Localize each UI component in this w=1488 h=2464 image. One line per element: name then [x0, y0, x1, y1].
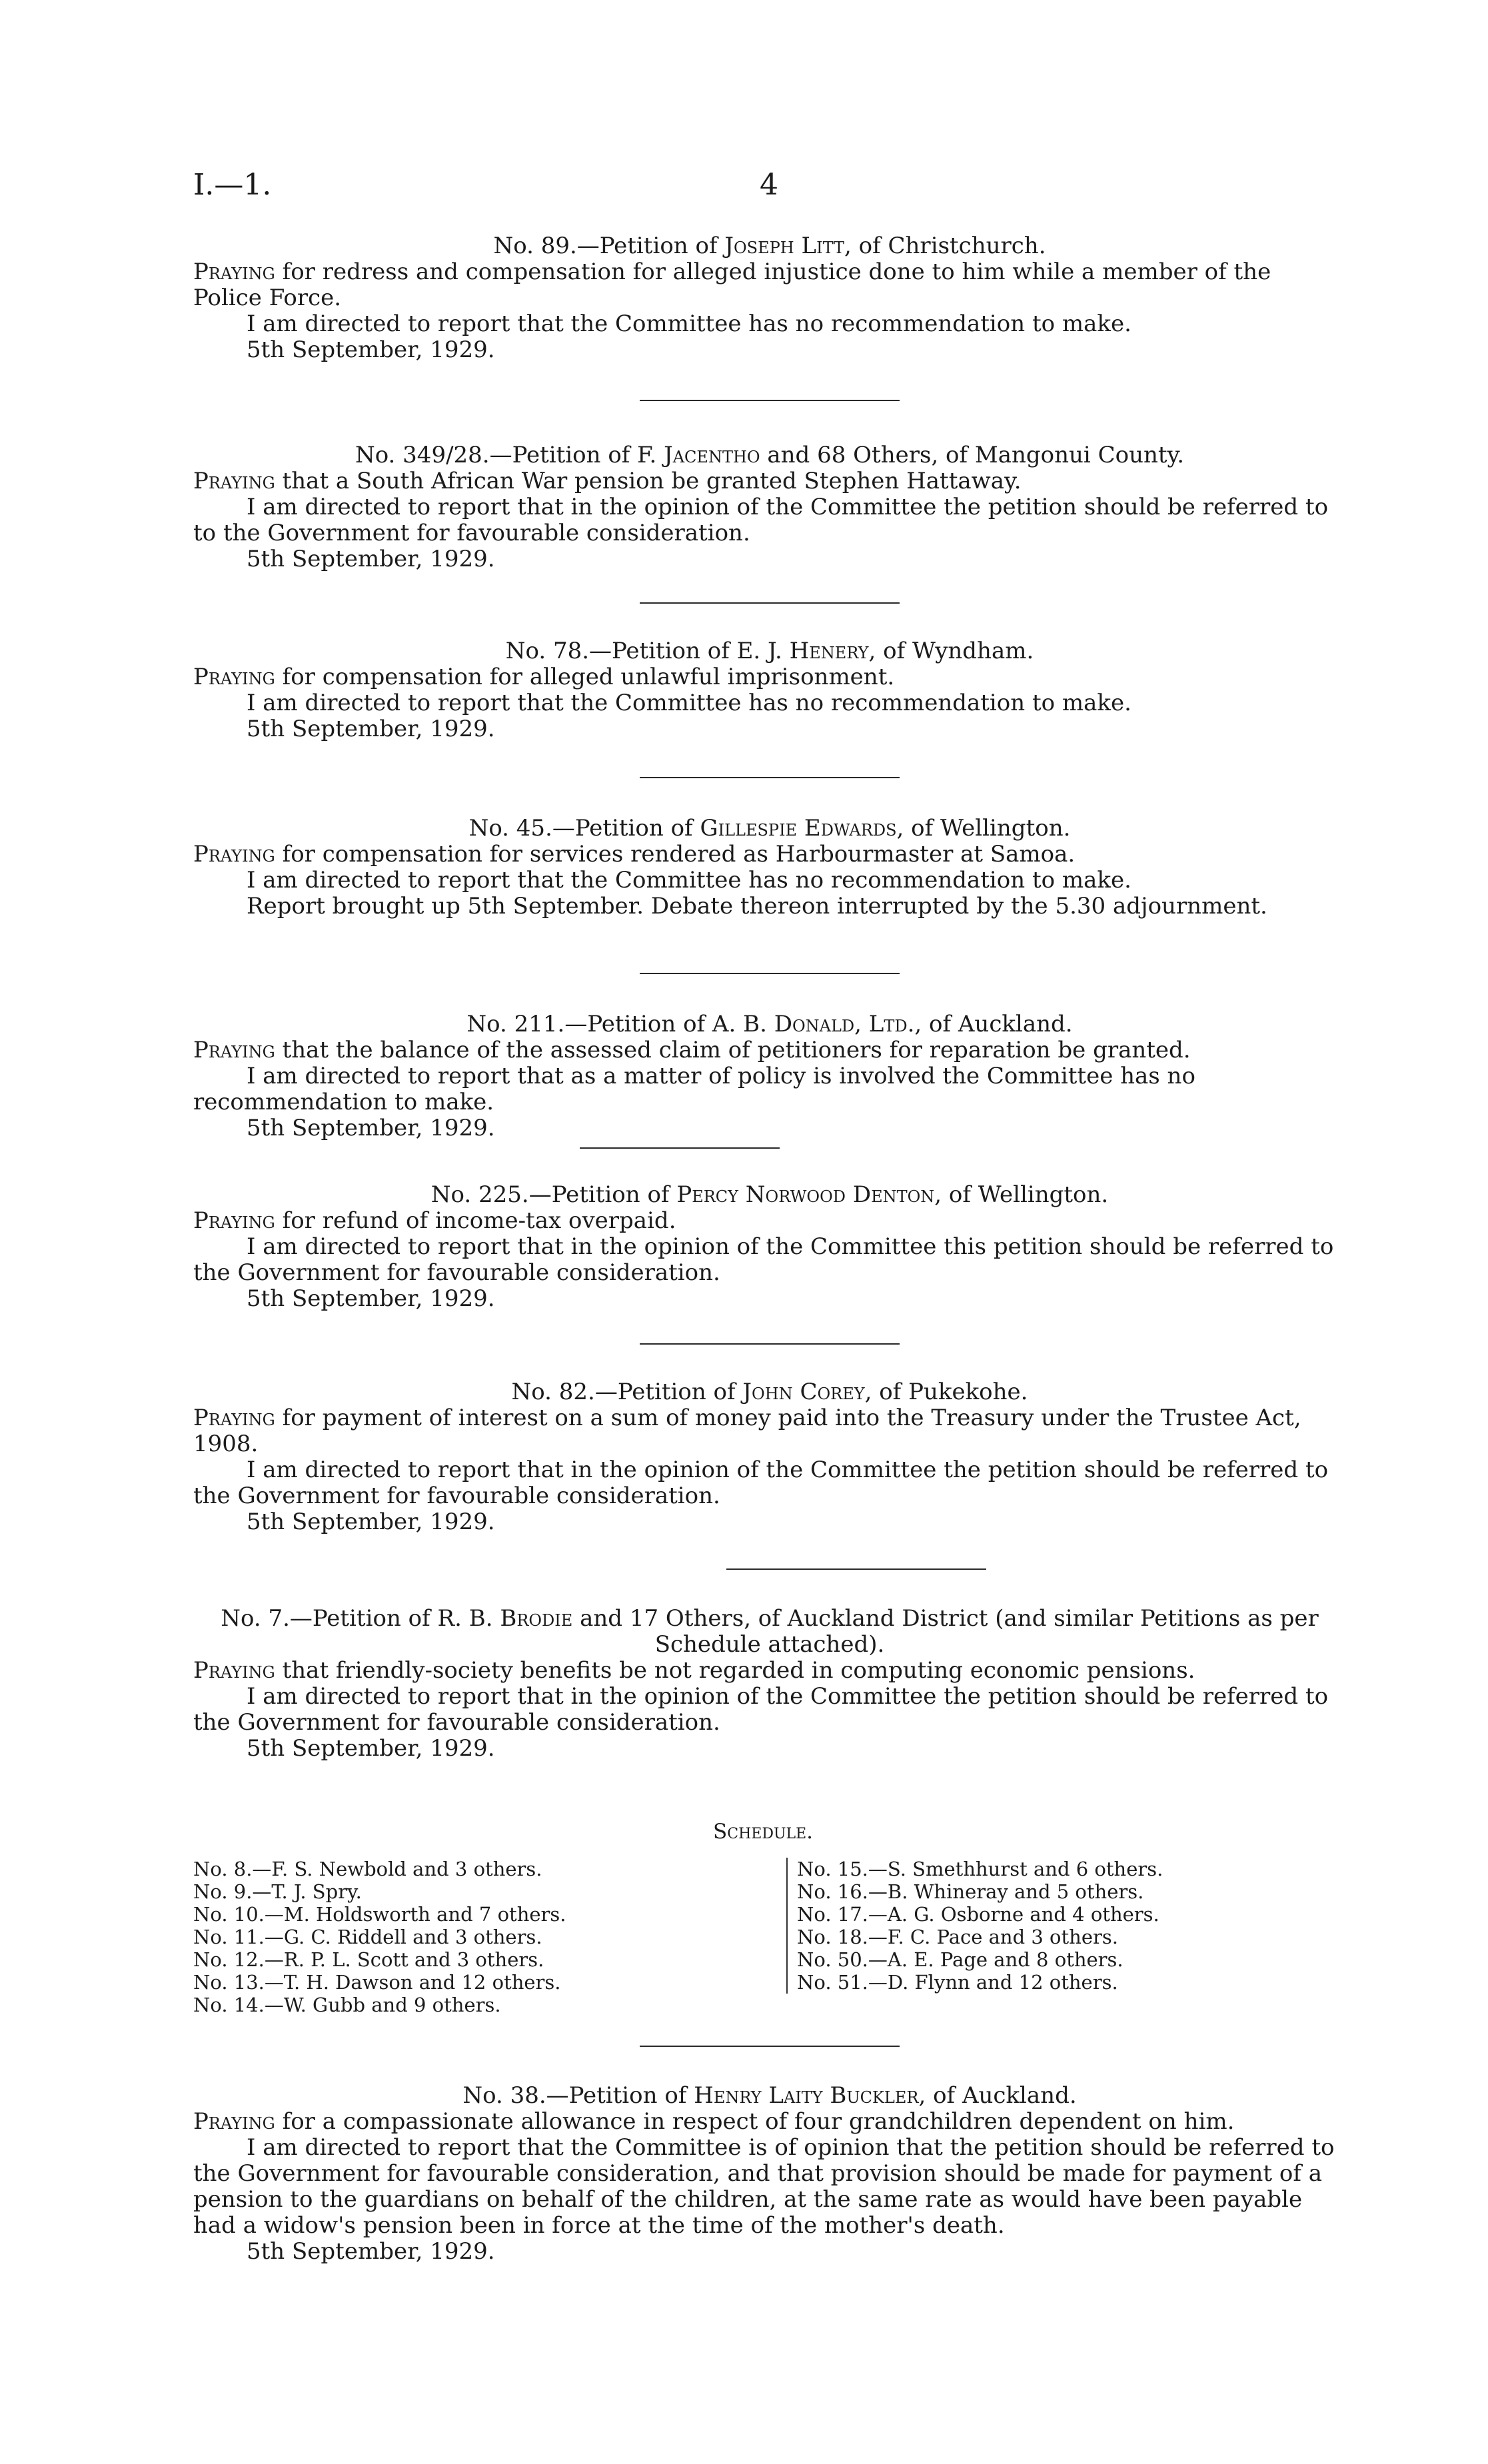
committee-report: I am directed to report that in the opinion of the Committee the petition should be referred to to the Government for favourable consideration. [193, 494, 1329, 546]
section-divider [726, 1568, 986, 1570]
praying-clause: Praying for compensation for services rendered as Harbourmaster at Samoa. [193, 841, 1076, 868]
petition-title: No. 349/28.—Petition of F. Jacentho and 68 Others, of Mangonui County. [355, 442, 1185, 468]
praying-clause: Praying that a South African War pension be granted Stephen Hattaway. [193, 468, 1022, 494]
committee-report: I am directed to report that in the opinion of the Committee the petition should be referred to the Government for favourable consideration. [193, 1457, 1329, 1509]
petitioner-name: Henery [789, 638, 869, 664]
section-divider [640, 777, 900, 778]
petition-title: No. 225.—Petition of Percy Norwood Denton, of Wellington. [430, 1181, 1109, 1208]
report-date: 5th September, 1929. [247, 2238, 495, 2265]
schedule-item: No. 13.—T. H. Dawson and 12 others. [193, 1971, 561, 1994]
schedule-item: No. 51.—D. Flynn and 12 others. [797, 1971, 1118, 1994]
praying-clause: Praying that friendly-society benefits be not regarded in computing economic pensions. [193, 1657, 1195, 1684]
section-divider [580, 1147, 780, 1149]
committee-report: I am directed to report that in the opinion of the Committee the petition should be referred to the Government for favourable consideration. [193, 1683, 1329, 1736]
report-date: Report brought up 5th September. Debate thereon interrupted by the 5.30 adjournment. [247, 893, 1267, 920]
report-date: 5th September, 1929. [247, 1509, 495, 1535]
page-number: 4 [760, 168, 778, 202]
schedule-column-right [786, 1858, 1163, 1994]
praying-clause: Praying for payment of interest on a sum of money paid into the Treasury under the Trustee Act, 1908. [193, 1405, 1301, 1457]
petition-title: No. 45.—Petition of Gillespie Edwards, of Wellington. [468, 815, 1071, 842]
committee-report: I am directed to report that the Committee has no recommendation to make. [247, 867, 1131, 894]
committee-report: I am directed to report that as a matter of policy is involved the Committee has no recommendation to make. [193, 1063, 1195, 1115]
schedule-item: No. 50.—A. E. Page and 8 others. [797, 1948, 1123, 1971]
petition-entry [193, 1379, 1346, 1535]
report-date: 5th September, 1929. [247, 1115, 495, 1141]
report-date: 5th September, 1929. [247, 336, 495, 363]
petitioner-name: Brodie [500, 1605, 573, 1632]
praying-clause: Praying that the balance of the assessed claim of petitioners for reparation be granted. [193, 1037, 1191, 1063]
schedule-item: No. 15.—S. Smethhurst and 6 others. [797, 1858, 1163, 1880]
petition-entry [193, 1606, 1346, 1762]
petition-entry [193, 816, 1346, 920]
schedule-item: No. 16.—B. Whineray and 5 others. [797, 1880, 1144, 1903]
petition-title: No. 89.—Petition of Joseph Litt, of Christchurch. [493, 233, 1046, 259]
section-divider [640, 602, 900, 604]
schedule-column-left [193, 1858, 566, 2016]
petition-entry [193, 233, 1346, 363]
petition-title: No. 38.—Petition of Henry Laity Buckler, of Auckland. [462, 2082, 1077, 2109]
committee-report: I am directed to report that the Committee is of opinion that the petition should be referred to the Government for favourable consideration, and that provision should be made for payment of a pension to the guardians on behalf of the children, at the same rate as would have been payable had a widow's pension been in force at the time of the mother's death. [193, 2134, 1335, 2239]
schedule-item: No. 11.—G. C. Riddell and 3 others. [193, 1926, 542, 1948]
schedule-item: No. 8.—F. S. Newbold and 3 others. [193, 1858, 542, 1880]
schedule-item: No. 17.—A. G. Osborne and 4 others. [797, 1903, 1159, 1926]
praying-clause: Praying for a compassionate allowance in respect of four grandchildren dependent on him. [193, 2108, 1235, 2135]
committee-report: I am directed to report that the Committee has no recommendation to make. [247, 690, 1131, 716]
section-divider [640, 400, 900, 401]
petition-entry [193, 442, 1346, 572]
report-date: 5th September, 1929. [247, 716, 495, 742]
petition-title: No. 78.—Petition of E. J. Henery, of Wyndham. [505, 638, 1034, 664]
schedule-item: No. 14.—W. Gubb and 9 others. [193, 1994, 501, 2016]
petition-title: No. 211.—Petition of A. B. Donald, Ltd., of Auckland. [466, 1011, 1073, 1037]
petitioner-name: Jacentho [664, 442, 760, 468]
petitioner-name: Percy Norwood Denton [676, 1181, 935, 1208]
petitioner-name: Joseph Litt [724, 233, 845, 259]
petition-title: No. 82.—Petition of John Corey, of Pukekohe. [511, 1379, 1028, 1405]
petitioner-name: Donald, Ltd. [774, 1011, 915, 1037]
document-reference: I.—1. [193, 168, 272, 202]
schedule-item: No. 10.—M. Holdsworth and 7 others. [193, 1903, 566, 1926]
report-date: 5th September, 1929. [247, 546, 495, 572]
schedule-item: No. 9.—T. J. Spry. [193, 1880, 362, 1903]
petition-entry [193, 1182, 1346, 1312]
petition-entry [193, 638, 1346, 742]
section-divider [640, 1343, 900, 1345]
petitioner-name: John Corey [742, 1379, 865, 1405]
report-date: 5th September, 1929. [247, 1285, 495, 1312]
petition-entry [193, 2083, 1346, 2265]
schedule-item: No. 18.—F. C. Pace and 3 others. [797, 1926, 1118, 1948]
section-divider [640, 973, 900, 974]
petitioner-name: Henry Laity Buckler [694, 2082, 919, 2109]
praying-clause: Praying for redress and compensation for alleged injustice done to him while a member of the Police Force. [193, 259, 1271, 311]
report-date: 5th September, 1929. [247, 1735, 495, 1762]
committee-report: I am directed to report that the Committee has no recommendation to make. [247, 310, 1131, 337]
praying-clause: Praying for compensation for alleged unlawful imprisonment. [193, 664, 895, 690]
petition-entry [193, 1011, 1346, 1141]
schedule-item: No. 12.—R. P. L. Scott and 3 others. [193, 1948, 544, 1971]
petition-title: No. 7.—Petition of R. B. Brodie and 17 Others, of Auckland District (and similar Petitions as per Schedule attached). [221, 1605, 1319, 1658]
petitioner-name: Gillespie Edwards [700, 815, 897, 842]
committee-report: I am directed to report that in the opinion of the Committee this petition should be referred to the Government for favourable consideration. [193, 1233, 1334, 1286]
schedule-title: Schedule. [713, 1820, 814, 1844]
praying-clause: Praying for refund of income-tax overpaid. [193, 1207, 676, 1234]
section-divider [640, 2046, 900, 2047]
